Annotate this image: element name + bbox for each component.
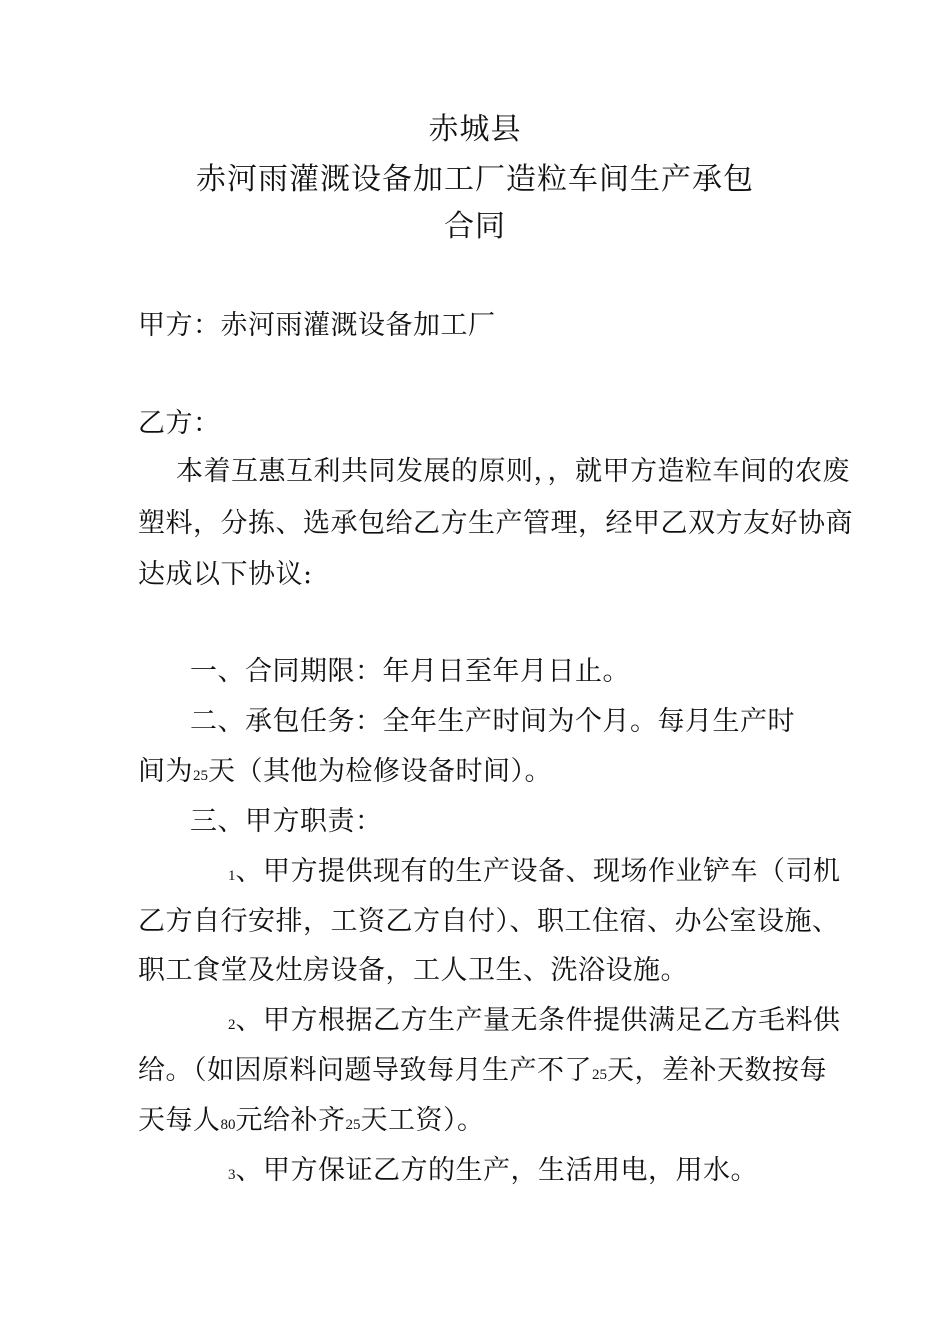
item-1-line-3: 职工食堂及灶房设备，工人卫生、洗浴设施。 — [138, 955, 688, 986]
item-3-text: 、甲方保证乙方的生产，生活用电，用水。 — [235, 1155, 758, 1186]
clause-2-text-pre: 间为 — [138, 756, 193, 787]
item-3-line-1 — [228, 1155, 758, 1191]
intro-line-2: 塑料，分拣、选承包给乙方生产管理，经甲乙双方友好协商 — [138, 508, 853, 539]
party-b: 乙方： — [138, 408, 221, 439]
clause-2-days-number: 25 — [193, 768, 208, 784]
item-2-amount-number: 80 — [220, 1117, 236, 1133]
clause-3-heading: 三、甲方职责： — [190, 806, 383, 837]
item-3-number: 3 — [228, 1167, 236, 1183]
item-2-text: 、甲方根据乙方生产量无条件提供满足乙方毛料供 — [235, 1005, 841, 1036]
item-2-line-1 — [228, 1005, 841, 1041]
item-2-line-2 — [138, 1055, 827, 1091]
item-2-days-number-2: 25 — [345, 1117, 361, 1133]
item-1-line-1 — [228, 856, 841, 892]
title-county: 赤城县 — [428, 112, 522, 147]
intro-line-1: 本着互惠互利共同发展的原则，，就甲方造粒车间的农废 — [176, 456, 850, 487]
item-1-number: 1 — [228, 868, 236, 884]
item-2-line3-pre: 天每人 — [138, 1105, 221, 1136]
item-2-line-3 — [138, 1105, 485, 1141]
clause-2-text-post: 天（其他为检修设备时间）。 — [208, 756, 552, 787]
item-1-line-2: 乙方自行安排，工资乙方自付）、职工住宿、办公室设施、 — [138, 906, 840, 937]
item-2-text-post: 天，差补天数按每 — [607, 1055, 827, 1086]
clause-2-line-1: 二、承包任务：全年生产时间为个月。每月生产时 — [190, 706, 795, 737]
item-2-number: 2 — [228, 1017, 236, 1033]
party-a: 甲方：赤河雨灌溉设备加工厂 — [138, 310, 496, 341]
item-2-line3-mid: 元给补齐 — [235, 1105, 346, 1136]
item-2-text-pre: 给。（如因原料问题导致每月生产不了 — [138, 1055, 592, 1086]
clause-1-term: 一、合同期限：年月日至年月日止。 — [190, 656, 630, 687]
intro-line-3: 达成以下协议: — [138, 559, 313, 590]
title-contract: 合同 — [444, 209, 506, 244]
item-2-days-number: 25 — [592, 1067, 607, 1083]
title-main: 赤河雨灌溉设备加工厂造粒车间生产承包 — [196, 162, 754, 197]
clause-2-line-2 — [138, 756, 552, 792]
item-2-line3-post: 天工资）。 — [360, 1105, 485, 1136]
item-1-text: 、甲方提供现有的生产设备、现场作业铲车（司机 — [235, 856, 841, 887]
